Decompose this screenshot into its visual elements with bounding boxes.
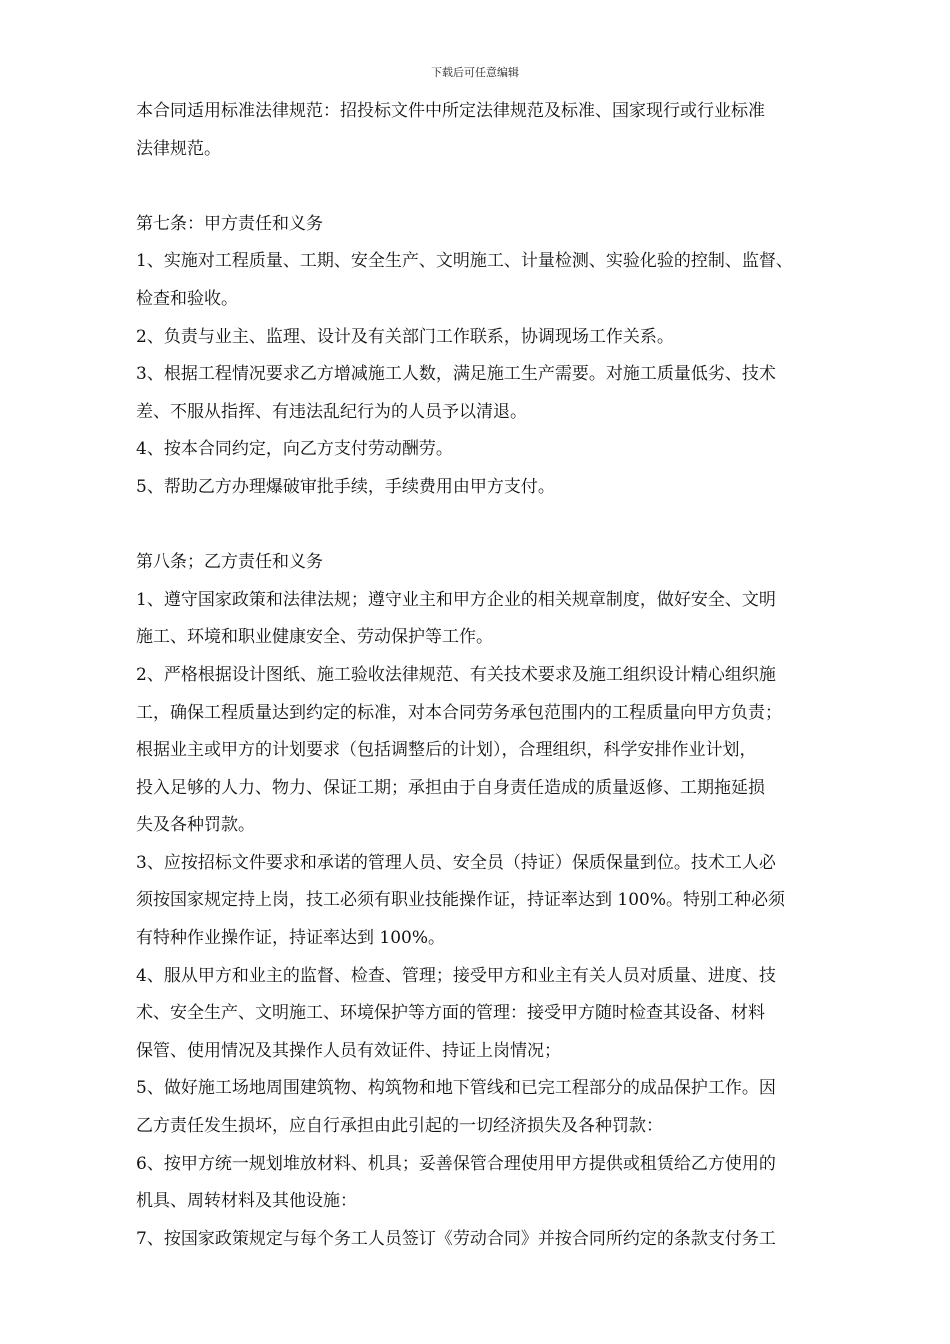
text-line: 2、负责与业主、监理、设计及有关部门工作联系，协调现场工作关系。	[136, 326, 674, 347]
text-line: 5、帮助乙方办理爆破审批手续，手续费用由甲方支付。	[136, 476, 555, 497]
text-line: 机具、周转材料及其他设施：	[136, 1191, 357, 1212]
text-line: 4、按本合同约定，向乙方支付劳动酬劳。	[136, 439, 453, 460]
text-line: 检查和验收。	[136, 288, 238, 309]
text-line: 须按国家规定持上岗，技工必须有职业技能操作证，持证率达到 100%。特别工种必须	[136, 890, 786, 911]
text-line: 投入足够的人力、物力、保证工期；承担由于自身责任造成的质量返修、工期拖延损	[136, 777, 765, 798]
text-line: 6、按甲方统一规划堆放材料、机具；妥善保管合理使用甲方提供或租赁给乙方使用的	[136, 1153, 776, 1174]
text-line: 法律规范。	[136, 138, 221, 159]
text-line: 3、根据工程情况要求乙方增减施工人数，满足施工生产需要。对施工质量低劣、技术	[136, 364, 776, 385]
document-body	[136, 93, 871, 1258]
text-line: 差、不服从指挥、有违法乱纪行为的人员予以清退。	[136, 401, 527, 422]
text-line: 本合同适用标准法律规范：招投标文件中所定法律规范及标准、国家现行或行业标准	[136, 101, 765, 121]
text-line: 失及各种罚款。	[136, 815, 255, 836]
text-line: 1、遵守国家政策和法律法规；遵守业主和甲方企业的相关规章制度，做好安全、文明	[136, 589, 776, 610]
text-line: 第七条：甲方责任和义务	[136, 213, 323, 234]
text-line: 有特种作业操作证，持证率达到 100%。	[136, 928, 446, 949]
text-line: 第八条；乙方责任和义务	[136, 552, 323, 573]
text-line: 根据业主或甲方的计划要求（包括调整后的计划），合理组织，科学安排作业计划，	[136, 740, 757, 761]
header-note: 下载后可任意编辑	[431, 66, 519, 79]
text-line: 2、严格根据设计图纸、施工验收法律规范、有关技术要求及施工组织设计精心组织施	[136, 664, 776, 685]
text-line: 7、按国家政策规定与每个务工人员签订《劳动合同》并按合同所约定的条款支付务工	[136, 1228, 776, 1249]
text-line: 施工、环境和职业健康安全、劳动保护等工作。	[136, 627, 493, 648]
text-line: 3、应按招标文件要求和承诺的管理人员、安全员（持证）保质保量到位。技术工人必	[136, 852, 776, 873]
text-line: 4、服从甲方和业主的监督、检查、管理；接受甲方和业主有关人员对质量、进度、技	[136, 965, 776, 986]
text-line: 乙方责任发生损坏，应自行承担由此引起的一切经济损失及各种罚款：	[136, 1116, 663, 1137]
text-line: 保管、使用情况及其操作人员有效证件、持证上岗情况；	[136, 1040, 561, 1061]
text-line: 1、实施对工程质量、工期、安全生产、文明施工、计量检测、实验化验的控制、监督、	[136, 251, 793, 272]
blank-line	[136, 168, 871, 206]
text-line: 工，确保工程质量达到约定的标准，对本合同劳务承包范围内的工程质量向甲方负责；	[136, 702, 782, 723]
blank-line	[136, 507, 871, 545]
text-line: 术、安全生产、文明施工、环境保护等方面的管理：接受甲方随时检查其设备、材料	[136, 1003, 765, 1024]
text-line: 5、做好施工场地周围建筑物、构筑物和地下管线和已完工程部分的成品保护工作。因	[136, 1078, 776, 1099]
